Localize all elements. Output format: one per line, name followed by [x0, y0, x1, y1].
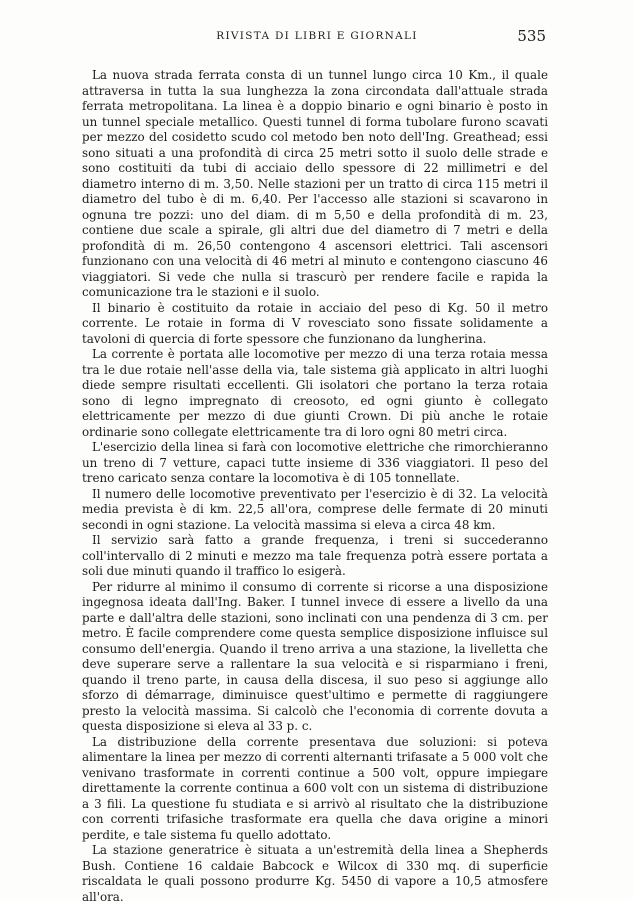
running-head: RIVISTA DI LIBRI E GIORNALI	[216, 30, 418, 42]
paragraph-frequency: Il servizio sarà fatto a grande frequenza, i treni si succederanno coll'intervallo di 2 minuti e mezzo ma tale frequenza potrà essere portata a soli due minuti quando il traffico lo esigerà.	[82, 533, 548, 578]
paragraph-locomotives: Il numero delle locomotive preventivato per l'esercizio è di 32. La velocità media prevista è di km. 22,5 all'ora, comprese delle fermate di 20 minuti secondi in ogni stazione. La velocità massima si eleva a circa 48 km.	[82, 486, 548, 532]
paragraph-distribution: La distribuzione della corrente presentava due soluzioni: si poteva alimentare la linea per mezzo di correnti alternanti trifasate a 5 000 volt che venivano trasformate in correnti continue a 500 volt, oppure impiegare direttamente la corrente continua a 600 volt con un sistema di distribuzione a 3 fili. La questione fu studiata e si arrivò al risultato che la distribuzione con correnti trifasiche trasformate era quella che dava origine a minori perdite, e tale sistema fu quello adottato.	[82, 734, 548, 842]
paragraph-tunnel: La nuova strada ferrata consta di un tunnel lungo circa 10 Km., il quale attraversa in tutta la sua lunghezza la zona circondata dall'attuale strada ferrata metropolitana. La linea è a doppio binario e ogni binario è posto in un tunnel speciale metallico. Questi tunnel di forma tubolare furono scavati per mezzo del cosidetto scudo col metodo ben noto dell'Ing. Greathead; essi sono situati a una profondità di circa 25 metri sotto il suolo delle strade e sono costituiti da tubi di acciaio dello spessore di 22 millimetri e del diametro interno di m. 3,50. Nelle stazioni per un tratto di circa 115 metri il diametro del tubo è di m. 6,40. Per l'accesso alle stazioni si scavarono in ognuna tre pozzi: uno del diam. di m 5,50 e della profondità di m. 23, contiene due scale a spirale, gli altri due del diametro di 7 metri e della profondità di m. 26,50 contengono 4 ascensori elettrici. Tali ascensori funzionano con una velocità di 46 metri al minuto e contengono ciascuno 46 viaggiatori. Si vede che nulla si trascurò per rendere facile e rapida la comunicazione tra le stazioni e il suolo.	[82, 68, 548, 299]
paragraph-energy-saving: Per ridurre al minimo il consumo di corrente si ricorse a una disposizione ingegnosa ideata dall'Ing. Baker. I tunnel invece di essere a livello da una parte e dall'altra delle stazioni, sono inclinati con una pendenza di 3 cm. per metro. È facile comprendere come questa semplice disposizione influisce sul consumo dell'energia. Quando il treno arriva a una stazione, la livelletta che deve superare serve a rallentare la sua velocità e si risparmiano i freni, quando il treno parte, in causa della discesa, il suo peso si aggiunge allo sforzo di démarrage, diminuisce quest'ultimo e permette di raggiungere presto la velocità massima. Si calcolò che l'economia di corrente dovuta a questa disposizione si eleva al 33 p. c.	[82, 579, 548, 733]
paragraph-current-supply: La corrente è portata alle locomotive per mezzo di una terza rotaia messa tra le due rotaie nell'asse della via, tale sistema già applicato in altri luoghi diede sempre risultati eccellenti. Gli isolatori che portano la terza rotaia sono di legno impregnato di creosoto, ed ogni giunto è collegato elettricamente per mezzo di due giunti Crown. Di più anche le rotaie ordinarie sono collegate elettricamente tra di loro ogni 80 metri circa.	[82, 347, 548, 439]
article-body	[82, 68, 548, 905]
paragraph-track: Il binario è costituito da rotaie in acciaio del peso di Kg. 50 il metro corrente. Le rotaie in forma di V rovesciato sono fissate solidamente a tavoloni di quercia di forte spessore che funzionano da lungherina.	[82, 300, 548, 346]
paragraph-trains: L'esercizio della linea si farà con locomotive elettriche che rimorchieranno un treno di 7 vetture, capaci tutte insieme di 336 viaggiatori. Il peso del treno caricato senza contare la locomotiva è di 105 tonnellate.	[82, 440, 548, 485]
paragraph-generating-station: La stazione generatrice è situata a un'estremità della linea a Shepherds Bush. Contiene 16 caldaie Babcock e Wilcox di 330 mq. di superficie riscaldata le quali possono produrre Kg. 5450 di vapore a 10,5 atmosfere all'ora.	[82, 843, 548, 904]
page-number: 535	[517, 27, 546, 45]
